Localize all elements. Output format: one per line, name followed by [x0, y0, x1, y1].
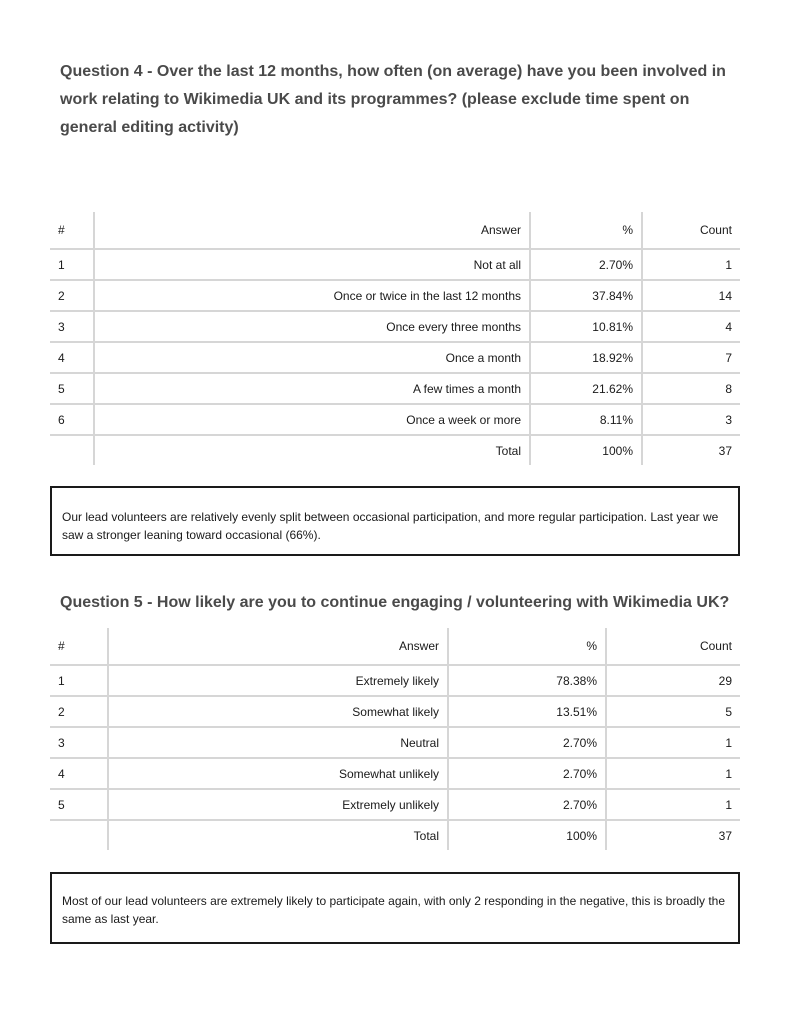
row-count: 1 [606, 758, 740, 789]
row-number: 2 [50, 696, 108, 727]
row-percent: 21.62% [530, 373, 642, 404]
total-number [50, 820, 108, 850]
header-number: # [50, 628, 108, 665]
row-count: 29 [606, 665, 740, 696]
total-percent: 100% [448, 820, 606, 850]
table-header-row [50, 628, 740, 665]
row-percent: 78.38% [448, 665, 606, 696]
table-row [50, 342, 740, 373]
row-percent: 2.70% [530, 249, 642, 280]
question-5-commentary: Most of our lead volunteers are extremely likely to participate again, with only 2 responding in the negative, this is broadly the same as last year. [50, 872, 740, 944]
table-row [50, 404, 740, 435]
row-count: 5 [606, 696, 740, 727]
header-count: Count [606, 628, 740, 665]
row-number: 1 [50, 665, 108, 696]
table-row [50, 280, 740, 311]
table-row [50, 727, 740, 758]
table-row [50, 373, 740, 404]
row-answer: Once a week or more [94, 404, 530, 435]
header-percent: % [530, 212, 642, 249]
row-answer: Once a month [94, 342, 530, 373]
table-row [50, 249, 740, 280]
row-count: 3 [642, 404, 740, 435]
row-count: 14 [642, 280, 740, 311]
row-answer: Neutral [108, 727, 448, 758]
header-answer: Answer [94, 212, 530, 249]
row-answer: Somewhat unlikely [108, 758, 448, 789]
question-5-table [50, 628, 740, 850]
total-number [50, 435, 94, 465]
row-percent: 2.70% [448, 758, 606, 789]
question-4-table [50, 212, 740, 465]
row-count: 1 [642, 249, 740, 280]
row-percent: 2.70% [448, 727, 606, 758]
row-answer: A few times a month [94, 373, 530, 404]
table-row [50, 665, 740, 696]
table-row [50, 789, 740, 820]
table-row [50, 758, 740, 789]
question-4-title: Question 4 - Over the last 12 months, how often (on average) have you been involved in work relating to Wikimedia UK and its programmes? (please exclude time spent on general editing activity) [60, 63, 726, 136]
row-number: 5 [50, 789, 108, 820]
row-number: 4 [50, 342, 94, 373]
row-number: 3 [50, 727, 108, 758]
row-percent: 8.11% [530, 404, 642, 435]
header-number: # [50, 212, 94, 249]
row-count: 7 [642, 342, 740, 373]
row-answer: Not at all [94, 249, 530, 280]
header-answer: Answer [108, 628, 448, 665]
row-percent: 13.51% [448, 696, 606, 727]
header-percent: % [448, 628, 606, 665]
row-number: 2 [50, 280, 94, 311]
total-label: Total [94, 435, 530, 465]
row-percent: 10.81% [530, 311, 642, 342]
row-count: 1 [606, 727, 740, 758]
row-number: 4 [50, 758, 108, 789]
row-answer: Extremely unlikely [108, 789, 448, 820]
row-percent: 2.70% [448, 789, 606, 820]
row-percent: 37.84% [530, 280, 642, 311]
question-4-commentary: Our lead volunteers are relatively evenly split between occasional participation, and more regular participation. Last year we saw a stronger leaning toward occasional (66%). [50, 486, 740, 556]
table-header-row [50, 212, 740, 249]
row-count: 8 [642, 373, 740, 404]
row-number: 5 [50, 373, 94, 404]
row-answer: Somewhat likely [108, 696, 448, 727]
total-percent: 100% [530, 435, 642, 465]
question-5-title: Question 5 - How likely are you to continue engaging / volunteering with Wikimedia UK? [60, 594, 730, 611]
table-row [50, 311, 740, 342]
row-answer: Once every three months [94, 311, 530, 342]
row-answer: Once or twice in the last 12 months [94, 280, 530, 311]
row-number: 6 [50, 404, 94, 435]
table-total-row [50, 820, 740, 850]
row-number: 3 [50, 311, 94, 342]
total-count: 37 [642, 435, 740, 465]
table-row [50, 696, 740, 727]
total-count: 37 [606, 820, 740, 850]
total-label: Total [108, 820, 448, 850]
row-percent: 18.92% [530, 342, 642, 373]
row-answer: Extremely likely [108, 665, 448, 696]
table-total-row [50, 435, 740, 465]
row-count: 1 [606, 789, 740, 820]
row-number: 1 [50, 249, 94, 280]
row-count: 4 [642, 311, 740, 342]
header-count: Count [642, 212, 740, 249]
